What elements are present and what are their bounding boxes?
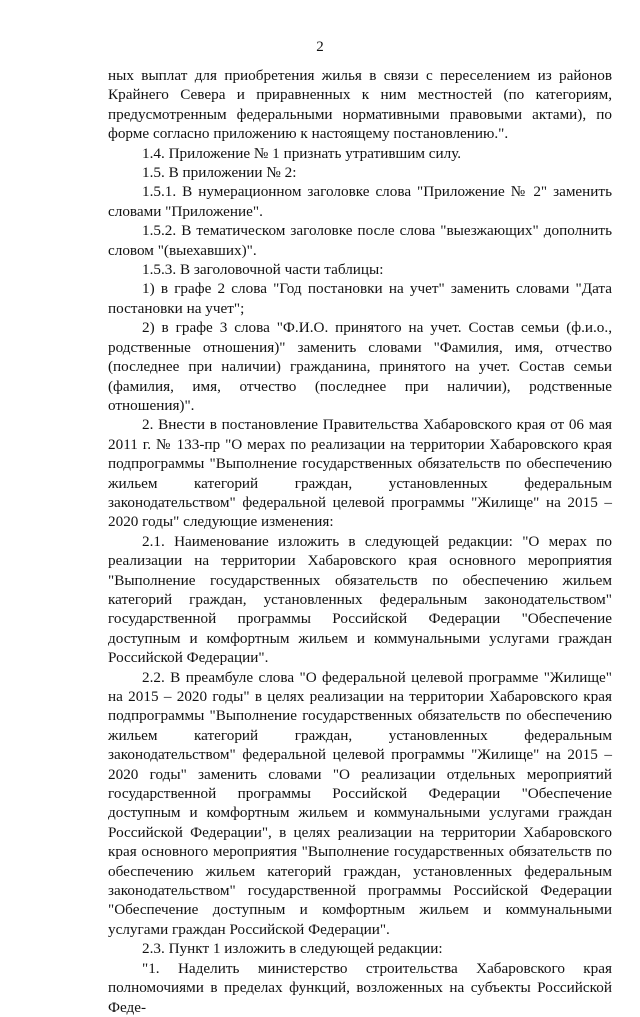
page-number: 2 [316,39,324,55]
paragraph-item-1: 1) в графе 2 слова "Год постановки на учет" заменить словами "Дата постановки на учет"; [108,280,612,317]
document-body [108,66,612,1017]
paragraph-1-5-3: 1.5.3. В заголовочной части таблицы: [142,261,384,279]
paragraph-quoted-1: "1. Наделить министерство строительства Хабаровского края полномочиями в пределах функций, возложенных на субъекты Российской Феде- [108,959,612,1016]
paragraph-item-2: 2) в графе 3 слова "Ф.И.О. принятого на учет. Состав семьи (ф.и.о., родственные отношения)" заменить словами "Фамилия, имя, отчество (последнее при наличии) гражданина, принятого на учет. Состав семьи (фамилия, имя, отчество (последнее при наличии), родственные отношения)". [108,319,612,414]
paragraph-1-5: 1.5. В приложении № 2: [142,164,297,182]
paragraph-1-5-1: 1.5.1. В нумерационном заголовке слова "Приложение № 2" заменить словами "Приложение". [108,183,612,220]
paragraph-continuation: ных выплат для приобретения жилья в связи с переселением из районов Крайнего Севера и приравненных к ним местностей (по категориям, предусмотренным федеральными нормативными правовыми актами), по форме согласно приложению к настоящему постановлению.". [108,67,612,143]
paragraph-1-5-2: 1.5.2. В тематическом заголовке после слова "выезжающих" дополнить словом "(выехавших)". [108,222,612,259]
paragraph-2-3: 2.3. Пункт 1 изложить в следующей редакции: [142,940,443,958]
paragraph-1-4: 1.4. Приложение № 1 признать утратившим силу. [142,144,462,162]
paragraph-2-2: 2.2. В преамбуле слова "О федеральной целевой программе "Жилище" на 2015 – 2020 годы" в целях реализации на территории Хабаровского края подпрограммы "Выполнение государственных обязательств по обеспечению жильем категорий граждан, установленных федеральным законодательством" федеральной целевой программы "Жилище" на 2015 – 2020 годы" заменить словами "О реализации отдельных мероприятий государственной программы Российской Федерации "Обеспечение доступным и комфортным жильем и коммунальными услугами граждан Российской Федерации", в целях реализации на территории Хабаровского края основного мероприятия "Выполнение государственных обязательств по обеспечению жильем категорий граждан, установленных федеральным законодательством" государственной программы Российской Федерации "Обеспечение доступным и комфортным жильем и коммунальными услугами граждан Российской Федерации". [108,668,612,938]
paragraph-2-1: 2.1. Наименование изложить в следующей редакции: "О мерах по реализации на территории Хабаровского края основного мероприятия "Выполнение государственных обязательств по обеспечению жильем категорий граждан, установленных федеральным законодательством" государственной программы Российской Федерации "Обеспечение доступным и комфортным жильем и коммунальными услугами граждан Российской Федерации". [108,532,612,667]
paragraph-2: 2. Внести в постановление Правительства Хабаровского края от 06 мая 2011 г. № 133-пр "О мерах по реализации на территории Хабаровского края подпрограммы "Выполнение государственных обязательств по обеспечению жильем категорий граждан, установленных федеральным законодательством" федеральной целевой программы "Жилище" на 2015 – 2020 годы" следующие изменения: [108,416,612,531]
